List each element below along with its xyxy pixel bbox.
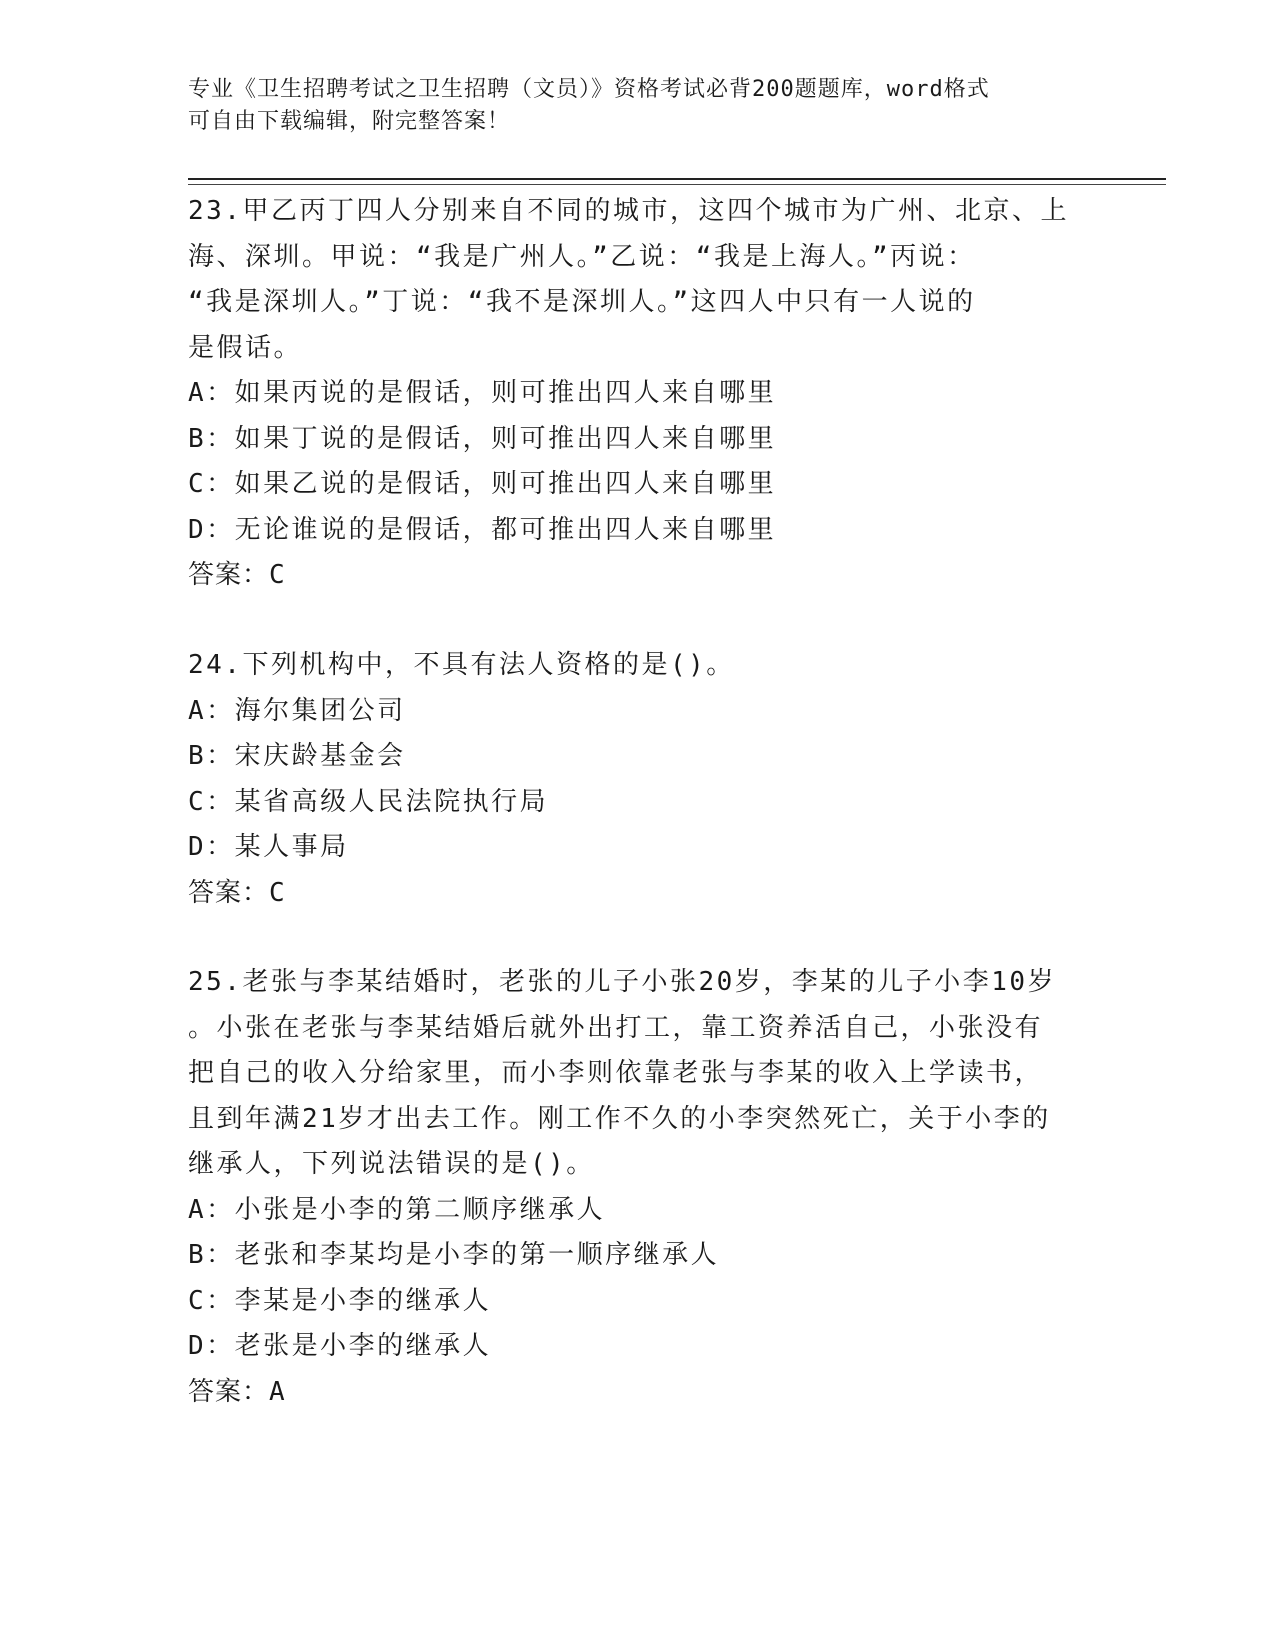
option-c: C：某省高级人民法院执行局 <box>188 786 549 817</box>
answer-label: 答案：C <box>188 560 286 590</box>
question-text-line: 且到年满21岁才出去工作。刚工作不久的小李突然死亡，关于小李的 <box>188 1103 1051 1134</box>
question-text-line: 。小张在老张与李某结婚后就外出打工，靠工资养活自己，小张没有 <box>188 1012 1044 1043</box>
option-a: A：如果丙说的是假话，则可推出四人来自哪里 <box>188 378 777 408</box>
answer-label: 答案：A <box>188 1376 286 1407</box>
option-d: D：老张是小李的继承人 <box>188 1331 492 1361</box>
question-text-line: “我是深圳人。”丁说：“我不是深圳人。”这四人中只有一人说的 <box>188 287 976 317</box>
option-b: B：如果丁说的是假话，则可推出四人来自哪里 <box>188 423 777 454</box>
header-line-2: 可自由下载编辑，附完整答案！ <box>188 109 511 134</box>
question-text-line: 把自己的收入分给家里，而小李则依靠老张与李某的收入上学读书， <box>188 1058 1044 1088</box>
question-text-line: 23.甲乙丙丁四人分别来自不同的城市，这四个城市为广州、北京、上 <box>188 196 1069 226</box>
option-c: C：如果乙说的是假话，则可推出四人来自哪里 <box>188 469 777 499</box>
question-23 <box>188 189 1078 599</box>
option-d: D：某人事局 <box>188 832 349 862</box>
header-divider-thick <box>188 178 1166 180</box>
header-divider-thin <box>188 184 1166 185</box>
question-text-line: 24.下列机构中，不具有法人资格的是()。 <box>188 650 735 680</box>
question-text-line: 海、深圳。甲说：“我是广州人。”乙说：“我是上海人。”丙说： <box>188 241 976 272</box>
question-24 <box>188 643 1078 916</box>
question-text-line: 25.老张与李某结婚时，老张的儿子小张20岁，李某的儿子小李10岁 <box>188 967 1057 997</box>
option-a: A：小张是小李的第二顺序继承人 <box>188 1194 606 1225</box>
header-line-1: 专业《卫生招聘考试之卫生招聘（文员）》资格考试必背200题题库，word格式 <box>188 77 990 102</box>
option-d: D：无论谁说的是假话，都可推出四人来自哪里 <box>188 514 777 545</box>
option-c: C：李某是小李的继承人 <box>188 1285 492 1316</box>
option-b: B：宋庆龄基金会 <box>188 741 406 771</box>
question-text-line: 继承人，下列说法错误的是()。 <box>188 1149 595 1179</box>
question-25 <box>188 960 1078 1415</box>
option-a: A：海尔集团公司 <box>188 695 406 726</box>
document-header <box>188 74 1088 138</box>
answer-label: 答案：C <box>188 877 286 908</box>
question-text-line: 是假话。 <box>188 332 303 363</box>
option-b: B：老张和李某均是小李的第一顺序继承人 <box>188 1240 720 1270</box>
